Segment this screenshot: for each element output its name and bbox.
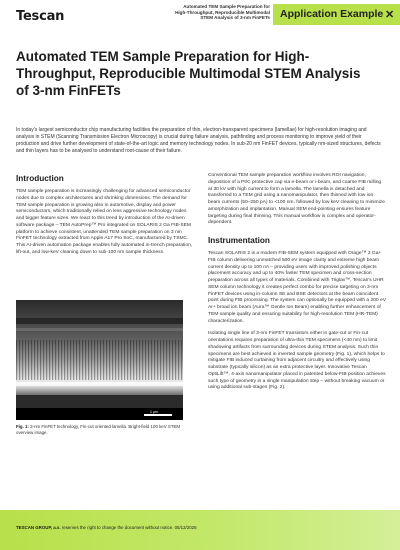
header-note-line: STEM Analysis of 3-nm FinFETs <box>200 15 270 21</box>
page-title: Automated TEM Sample Preparation for High-Throughput, Reproducible Multimodal STEM Analysis of 3-nm FinFETs <box>16 49 361 98</box>
header-note-line: High-Throughput, Reproducible Multimodal <box>175 9 270 15</box>
tescan-logo: Tescan <box>16 9 65 24</box>
application-example-badge <box>273 4 400 25</box>
footer-disclaimer <box>16 525 197 530</box>
right-column <box>208 173 386 392</box>
close-icon[interactable]: ✕ <box>385 9 395 21</box>
page-footer <box>0 510 400 550</box>
figure-caption-text: 3-nm FinFET technology, Fin-cut oriented lamella. Bright-field 100 keV STEM overview image. <box>16 424 181 435</box>
workflow-paragraph: Conventional TEM sample preparation workflow involves ROI navigation, deposition of a Pt/C protective cap via e-beam or i-beam, and coarse FIB milling at 30 kV with high current to form a lamella. The lamella is detached and transferred to a TEM grid using a nanomanipulator, then thinned with low ion beam currents (50–250 pA) to <100 nm, followed by low keV cleaning to minimize amorphization and implantation. Manual SEM end-pointing ensures feature targeting during final thinning. This manual workflow is complex and operator-dependent. <box>208 173 385 226</box>
introduction-paragraph: TEM sample preparation is increasingly challenging for advanced semiconductor nodes due to complex architectures and shrinking dimensions. The demand for TEM sample preparation is growing also in automotive, display and power semiconductors, which traditionally relied on less aggressive technology nodes and bigger feature sizes. We react to this trend by introduction of the AI-driven software package – TEM AutoPrep™ Pro integrated on SOLARIS 2 Ga FIB-SEM platform to achieve consistent, unattended TEM sample preparation on 3 nm FinFET technology extracted from Apple A17 Pro SoC, manufactured by TSMC. This AI-driven automation package enables fully automated in-trench preparation, lift-out, and low-keV cleaning down to sub-100 nm sample thickness. <box>16 189 193 255</box>
intro-paragraph: In today's largest semiconductor chip manufacturing facilities the preparation of thin, electron-transparent specimens (lamellae) for high-resolution imaging and analysis in STEM (Scanning Transmission Electron Microscopy) is crucial during failure analysis, pathfinding and process monitoring to improve yield of their production and drive further development of state-of-the-art logic and memory technology nodes. In sub-20 nm FinFET devices, typically nm-sized structures, defects and thin layers has to be analysed to understand root-cause of their failure. <box>16 127 381 154</box>
scale-bar-label: 1 µm <box>150 410 158 414</box>
introduction-heading: Introduction <box>16 174 64 183</box>
badge-label: Application Example <box>280 8 384 20</box>
left-column <box>16 174 194 257</box>
instrumentation-paragraph: Tescan SOLARIS 2 is a modern FIB-SEM system equipped with Orage™ 2 Ga+ FIB column delivering unmatched 500 eV image clarity and extreme high beam current density up to 100 nA – providing users with improved polishing objects placement accuracy and up to 40% faster TEM specimen and cross-section preparation across all types of materials. Combined with Triglav™, Tescan's UHR SEM column technology it creates perfect combo for precise targeting on 3-nm FinFET devices using in-column SE and BSE detectors at the beam coincident point during FIB processing. The system can optionally be equipped with a 200 eV Ar+ broad ion beam (Aura™ Gentle Ion Beam) enabling further enhancement of TEM sample quality and ensuring suitability for high-resolution TEM (HR-TEM) characterization. <box>208 251 386 324</box>
header-document-title <box>150 4 270 21</box>
stem-overview-image <box>16 300 183 420</box>
isolation-paragraph: Isolating single line of 3-nm FinFET transistors either in gate-cut or Fin-cut orientations requires preparation of ultra-thin TEM specimens (<40 nm) to limit shadowing artifacts from surrounding devices during STEM analysis. Such thin specimens are best achieved in inverted sample geometry (Fig. 1), which helps to mitigate FIB induced curtaining from adjacent circuitry and effectively using substrate (typically silicon) as an extra protective layer. Innovative Tescan OptiLift™, 4-axis nanomanipulator placed in patented below-FIB position achieves such type of geometry in a single manipulation step – without breaking vacuum or using additional sub-stages (Fig. 2). <box>208 331 386 391</box>
figure-caption-label: Fig. 1: <box>16 424 29 429</box>
figure-caption <box>16 424 186 436</box>
scale-bar <box>144 414 172 416</box>
footer-company: TESCAN GROUP, a.s. <box>16 525 61 530</box>
footer-notice: reserves the right to change the document without notice. 05/12/2025 <box>61 525 197 530</box>
lamella-image-graphic <box>16 300 183 420</box>
instrumentation-heading: Instrumentation <box>208 236 270 245</box>
header-note-line: Automated TEM Sample Preparation for <box>183 4 270 9</box>
page-header <box>0 0 400 30</box>
